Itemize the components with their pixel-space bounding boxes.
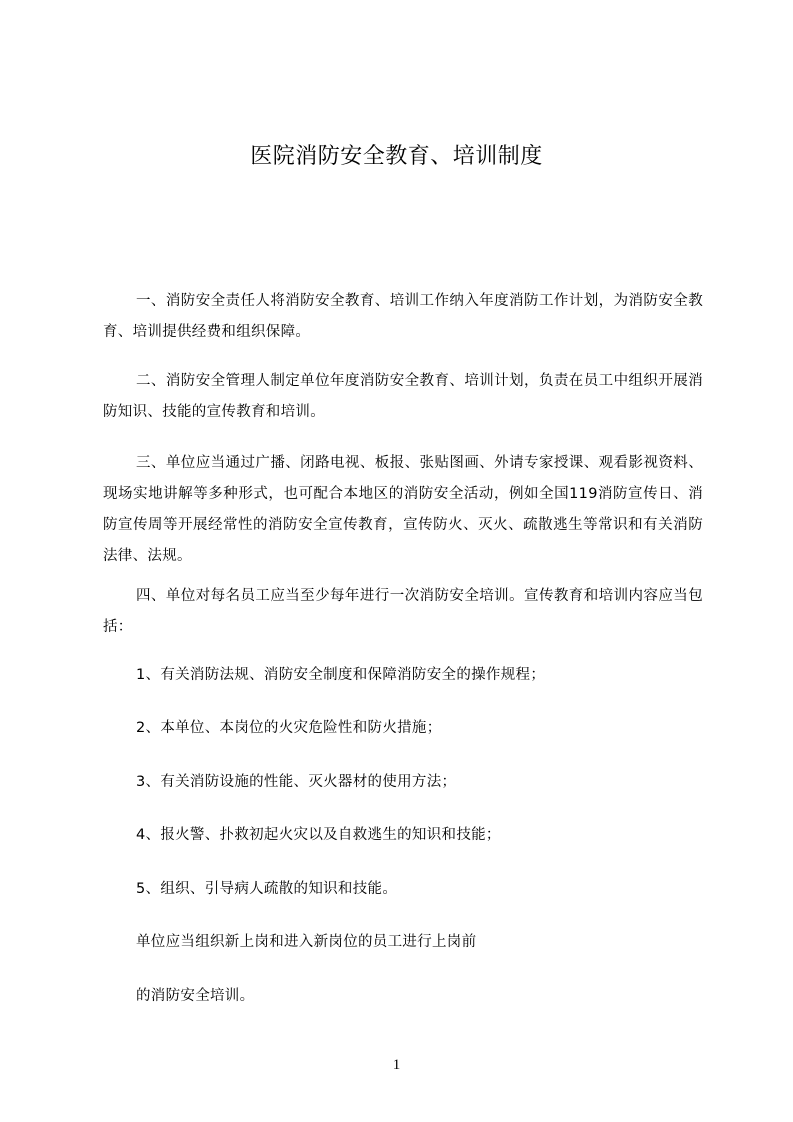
list-item-1: 1、有关消防法规、消防安全制度和保障消防安全的操作规程；	[136, 667, 546, 683]
paragraph-3: 三、单位应当通过广播、闭路电视、板报、张贴图画、外请专家授课、观看影视资料、现场实地讲解等多种形式，也可配合本地区的消防安全活动，例如全国119消防宣传日、消防宣传周等开展经常性的消防安全宣传教育，宣传防火、灭火、疏散逃生等常识和有关消防法律、法规。	[103, 455, 703, 564]
list-item-2: 2、本单位、本岗位的火灾危险性和防火措施；	[136, 720, 442, 736]
document-title: 医院消防安全教育、培训制度	[250, 144, 543, 169]
paragraph-2: 二、消防安全管理人制定单位年度消防安全教育、培训计划，负责在员工中组织开展消防知识、技能的宣传教育和培训。	[103, 373, 703, 420]
list-item-5: 5、组织、引导病人疏散的知识和技能。	[136, 881, 398, 897]
list-item-4: 4、报火警、扑救初起火灾以及自救逃生的知识和技能；	[136, 827, 501, 843]
paragraph-4: 四、单位对每名员工应当至少每年进行一次消防安全培训。宣传教育和培训内容应当包括：	[103, 588, 703, 635]
closing-line-2: 的消防安全培训。	[136, 988, 255, 1004]
closing-line-1: 单位应当组织新上岗和进入新岗位的员工进行上岗前	[136, 934, 477, 950]
page-number: 1	[392, 1057, 401, 1073]
list-item-3: 3、有关消防设施的性能、灭火器材的使用方法；	[136, 774, 457, 790]
paragraph-1: 一、消防安全责任人将消防安全教育、培训工作纳入年度消防工作计划，为消防安全教育、培训提供经费和组织保障。	[103, 293, 703, 340]
